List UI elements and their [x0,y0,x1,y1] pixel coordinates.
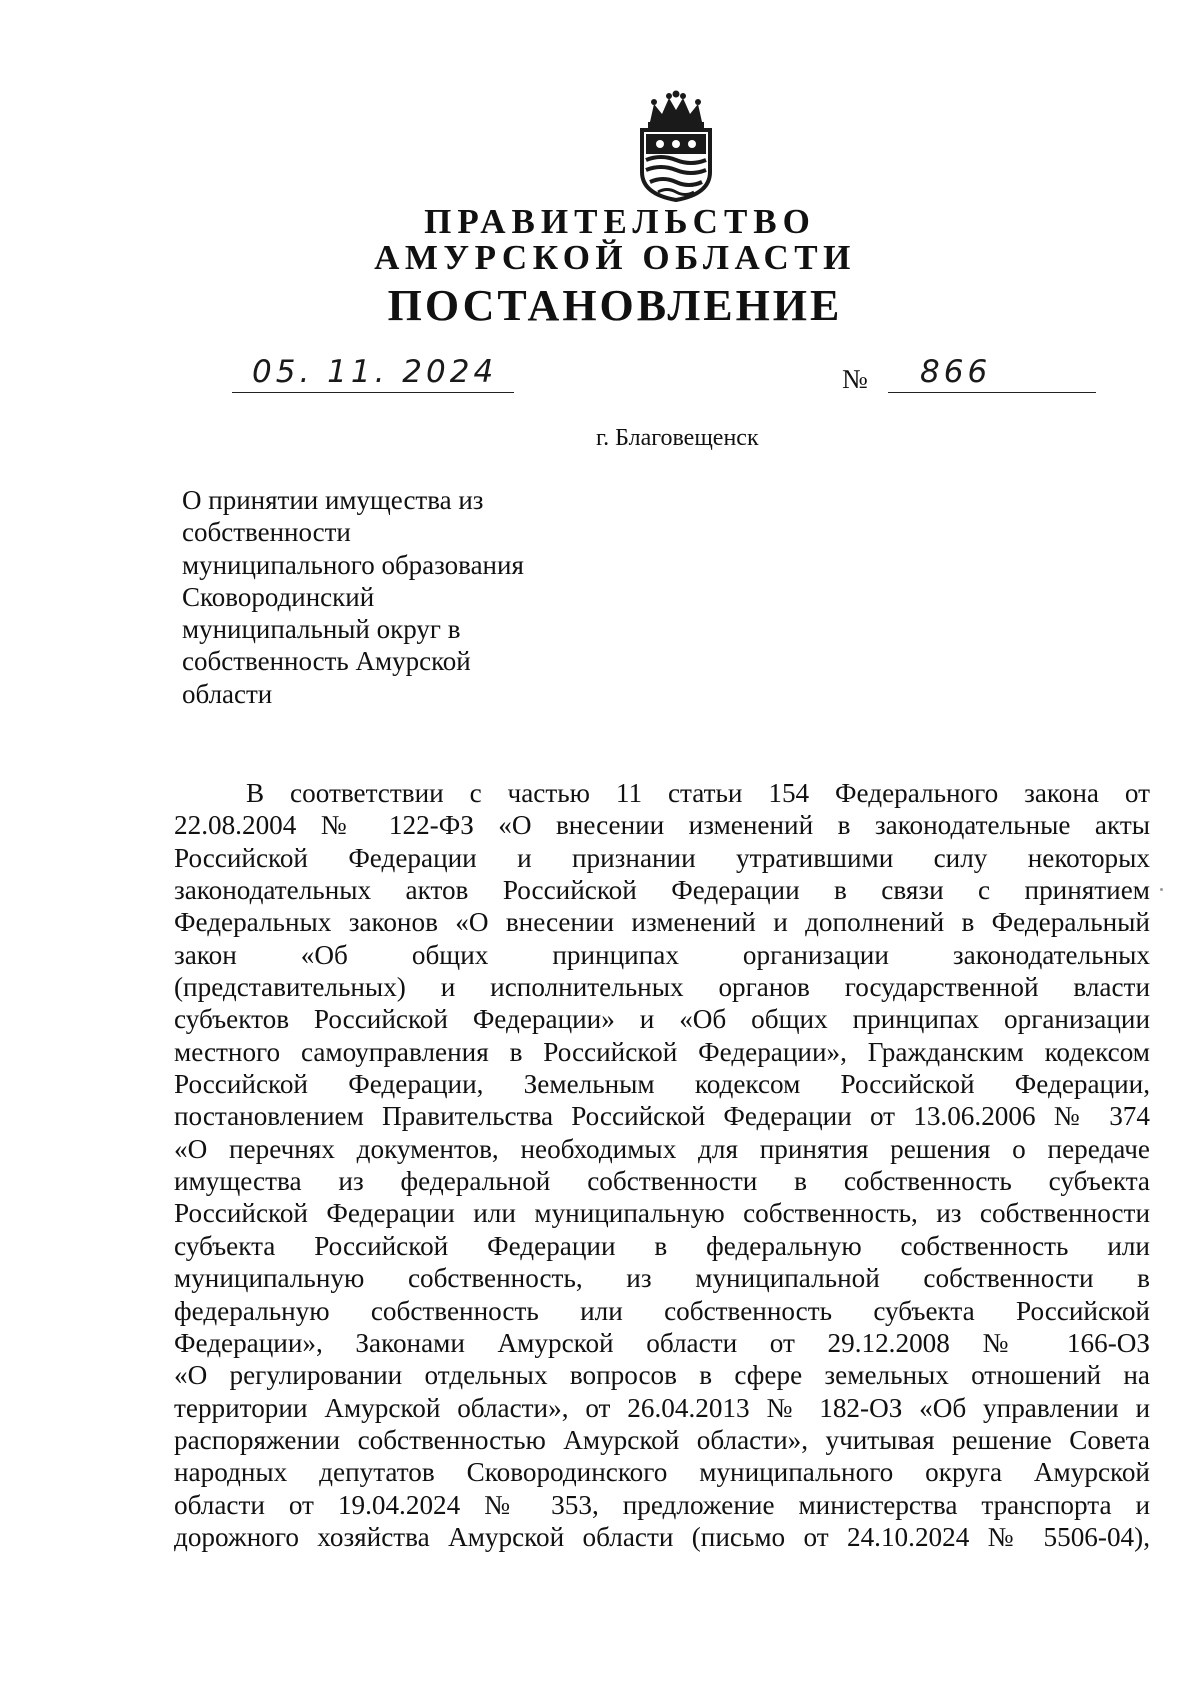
body-line: постановлением Правительства Российской Федерации от 13.06.2006 № 374 [174,1101,1150,1132]
body-line: территории Амурской области», от 26.04.2013 № 182-ОЗ «Об управлении и [174,1392,1150,1423]
body-line: Российской Федерации, Земельным кодексом Российской Федерации, [174,1069,1150,1100]
subject-line: О принятии имущества из [182,485,484,515]
number-sign-label: № [842,364,868,394]
subject-line: области [182,678,273,709]
document-date: 05. 11. 2024 [252,354,498,390]
body-line: Федерации», Законами Амурской области от 29.12.2008 № 166-ОЗ [174,1327,1150,1358]
body-line: муниципальную собственность, из муниципальной собственности в [174,1263,1150,1294]
document-number-field [888,352,1096,393]
body-line: субъекта Российской Федерации в федеральную собственность или [174,1230,1150,1261]
body-line: субъектов Российской Федерации» и «Об общих принципах организации [174,1004,1150,1035]
body-line: народных депутатов Сковородинского муниципального округа Амурской [174,1457,1150,1488]
body-line: закон «Об общих принципах организации законодательных [174,939,1150,970]
body-line: федеральную собственность или собственность субъекта Российской [174,1295,1150,1326]
subject-line: собственность Амурской [182,646,471,677]
amur-region-coat-of-arms-icon [636,90,716,202]
body-line: 22.08.2004 № 122-ФЗ «О внесении изменений в законодательные акты [174,810,1150,841]
body-line: В соответствии с частью 11 статьи 154 Федерального закона от [246,778,1150,808]
document-date-field [232,352,514,393]
body-line: местного самоуправления в Российской Федерации», Гражданским кодексом [174,1036,1150,1067]
document-subject [182,484,582,710]
body-line: имущества из федеральной собственности в собственность субъекта [174,1166,1150,1197]
city-label: г. Благовещенск [596,425,759,451]
body-line: Российской Федерации или муниципальную собственность, из собственности [174,1198,1150,1229]
document-kind-title: ПОСТАНОВЛЕНИЕ [387,281,843,330]
body-line: «О перечнях документов, необходимых для принятия решения о передаче [174,1133,1150,1164]
body-line: (представительных) и исполнительных органов государственной власти [174,972,1150,1003]
subject-line: муниципальный округ в [182,614,461,645]
body-line: дорожного хозяйства Амурской области (письмо от 24.10.2024 № 5506-04), [174,1521,1150,1552]
body-line: законодательных актов Российской Федерации в связи с принятием [174,875,1150,906]
scan-speck [1160,888,1163,891]
document-body [174,777,1150,1553]
government-name-line1: ПРАВИТЕЛЬСТВО [424,202,816,241]
body-line: Федеральных законов «О внесении изменений и дополнений в Федеральный [174,907,1150,938]
body-line: «О регулировании отдельных вопросов в сфере земельных отношений на [174,1360,1150,1391]
body-line: Российской Федерации и признании утратившими силу некоторых [174,842,1150,873]
subject-line: муниципального образования [182,549,524,580]
body-line: распоряжении собственностью Амурской области», учитывая решение Совета [174,1424,1150,1455]
subject-line: Сковородинский [182,581,375,612]
body-line: области от 19.04.2024 № 353, предложение министерства транспорта и [174,1489,1150,1520]
government-name-line2: АМУРСКОЙ ОБЛАСТИ [374,238,856,277]
subject-line: собственности [182,517,351,548]
document-number: 866 [920,354,992,390]
